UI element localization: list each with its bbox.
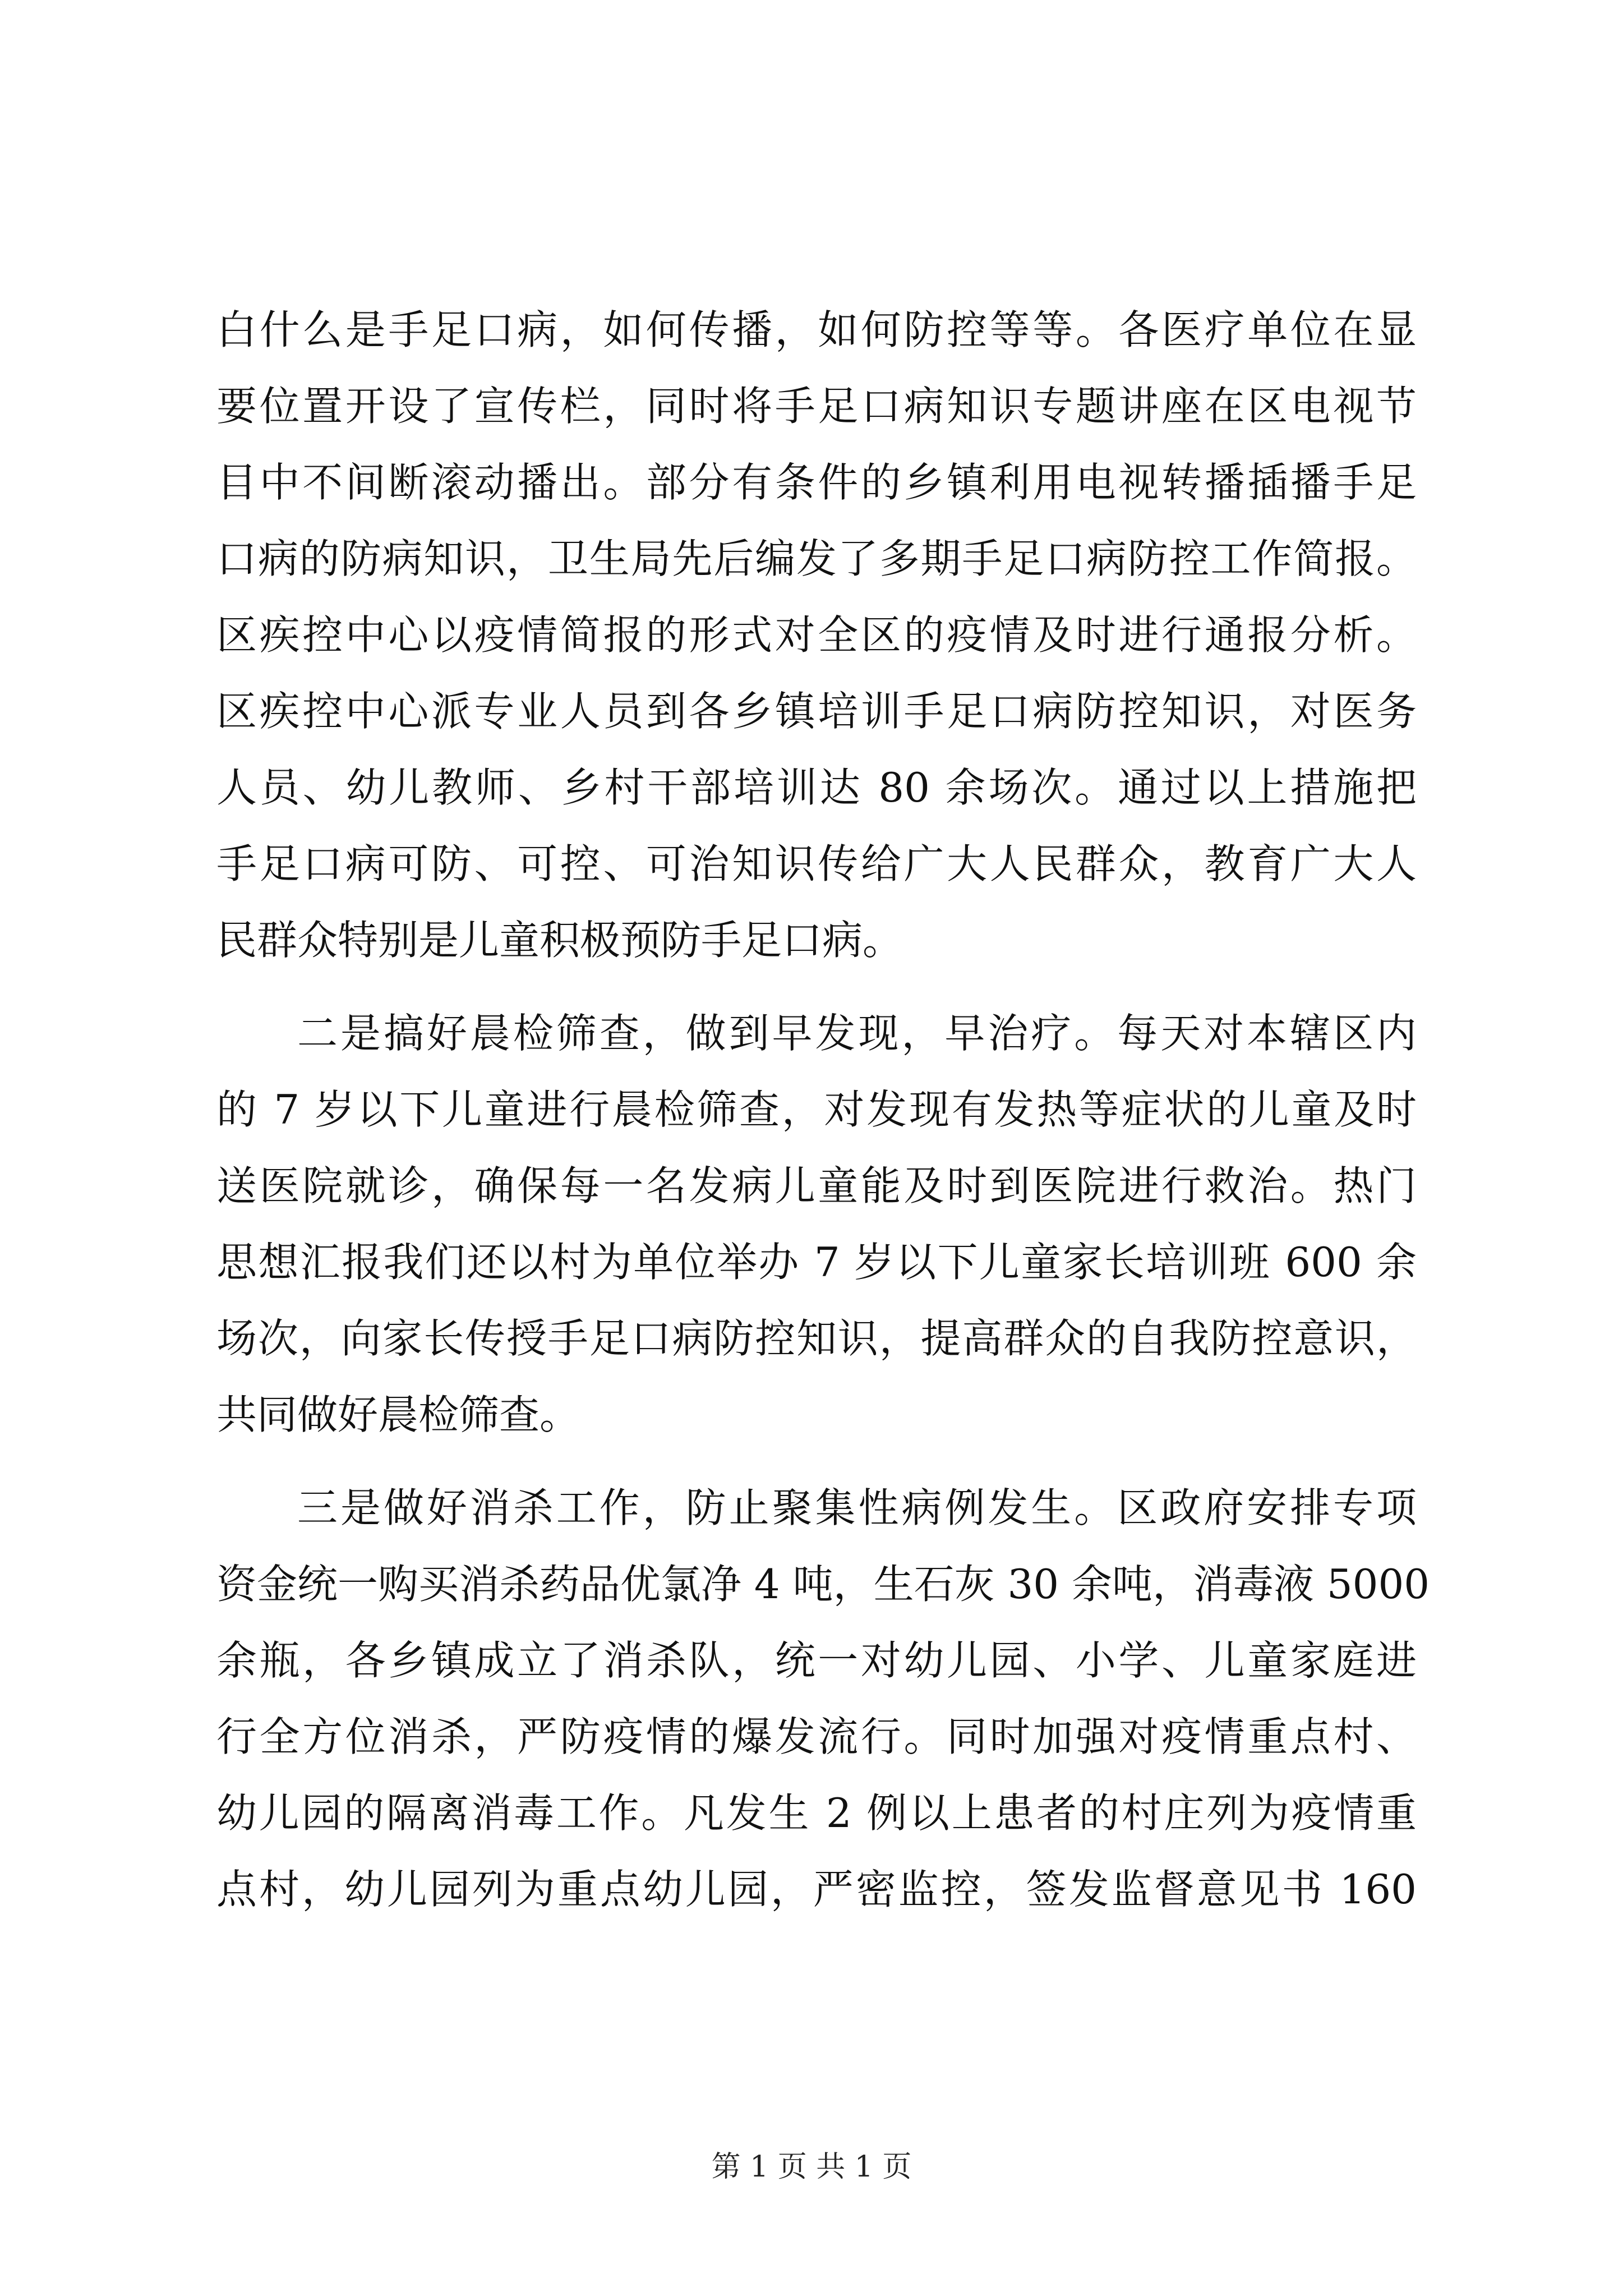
paragraph-3-line-3: 余瓶，各乡镇成立了消杀队，统一对幼儿园、小学、儿童家庭进 [216, 1637, 1417, 1684]
paragraph-2-line-3: 送医院就诊，确保每一名发病儿童能及时到医院进行救治。热门 [216, 1162, 1417, 1209]
paragraph-3-line-6: 点村，幼儿园列为重点幼儿园，严密监控，签发监督意见书 160 [216, 1866, 1417, 1913]
paragraph-gap [216, 1453, 1417, 1470]
paragraph-1-line-1: 白什么是手足口病，如何传播，如何防控等等。各医疗单位在显 [216, 306, 1417, 353]
document-body [216, 292, 1430, 1927]
paragraph-1-line-4: 口病的防病知识，卫生局先后编发了多期手足口病防控工作简报。 [216, 535, 1417, 582]
paragraph-2-line-4: 思想汇报我们还以村为单位举办 7 岁以下儿童家长培训班 600 余 [216, 1239, 1417, 1286]
paragraph-1-line-3: 目中不间断滚动播出。部分有条件的乡镇利用电视转播插播手足 [216, 459, 1417, 506]
paragraph-1-line-8: 手足口病可防、可控、可治知识传给广大人民群众，教育广大人 [216, 840, 1417, 887]
paragraph-3-line-1: 三是做好消杀工作，防止聚集性病例发生。区政府安排专项 [297, 1484, 1417, 1531]
paragraph-gap [216, 978, 1417, 995]
paragraph-3-line-4: 行全方位消杀，严防疫情的爆发流行。同时加强对疫情重点村、 [216, 1713, 1417, 1760]
paragraph-1-line-5: 区疾控中心以疫情简报的形式对全区的疫情及时进行通报分析。 [216, 611, 1417, 659]
paragraph-2-line-5: 场次，向家长传授手足口病防控知识，提高群众的自我防控意识， [216, 1315, 1417, 1362]
page-footer: 第 1 页 共 1 页 [711, 2150, 912, 2184]
paragraph-3-line-5: 幼儿园的隔离消毒工作。凡发生 2 例以上患者的村庄列为疫情重 [216, 1789, 1417, 1837]
paragraph-2-line-6: 共同做好晨检筛查。 [216, 1391, 580, 1438]
paragraph-1-line-2: 要位置开设了宣传栏，同时将手足口病知识专题讲座在区电视节 [216, 383, 1417, 430]
paragraph-1-line-7: 人员、幼儿教师、乡村干部培训达 80 余场次。通过以上措施把 [216, 764, 1417, 811]
paragraph-2-line-2: 的 7 岁以下儿童进行晨检筛查，对发现有发热等症状的儿童及时 [216, 1086, 1417, 1133]
paragraph-1-line-6: 区疾控中心派专业人员到各乡镇培训手足口病防控知识，对医务 [216, 688, 1417, 735]
paragraph-1-line-9: 民群众特别是儿童积极预防手足口病。 [216, 917, 903, 964]
paragraph-3-line-2: 资金统一购买消杀药品优氯净 4 吨，生石灰 30 余吨，消毒液 5000 [216, 1561, 1430, 1608]
paragraph-2-line-1: 二是搞好晨检筛查，做到早发现，早治疗。每天对本辖区内 [297, 1010, 1417, 1057]
